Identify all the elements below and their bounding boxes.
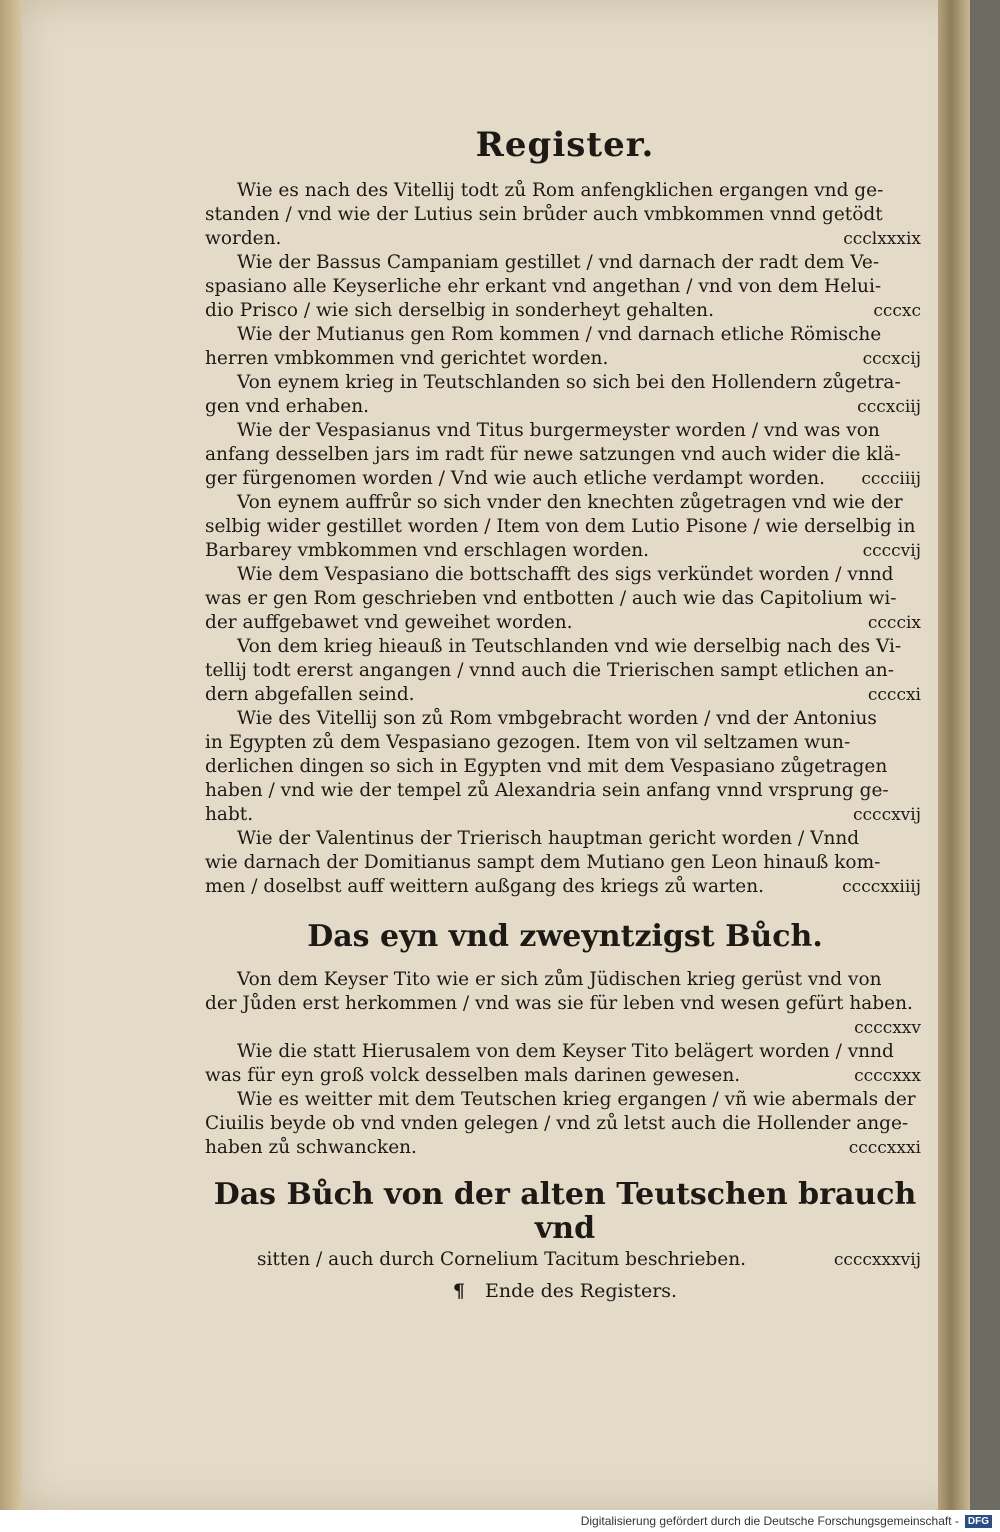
book-heading: Das Bůch von der alten Teutschen brauch vnd [213, 1177, 917, 1246]
entry-last-text: gen vnd erhaben. [205, 396, 369, 417]
entry-folio: ccclxxxix [843, 229, 921, 249]
book-folio: ccccxxxvij [833, 1250, 921, 1270]
entry-line: Wie es weitter mit dem Teutschen krieg ergangen / vñ wie abermals der [237, 1089, 916, 1110]
entry-line: Wie der Valentinus der Trierisch hauptman gericht worden / Vnnd [237, 828, 860, 849]
register-entry [205, 419, 925, 491]
entry-line: der Jůden erst herkommen / vnd was sie für leben vnd wesen gefürt haben. [205, 993, 913, 1014]
entry-folio: ccccxxiiij [842, 877, 921, 897]
entry-last-line [205, 683, 925, 707]
entry-line: Ciuilis beyde ob vnd vnden gelegen / vnd zů letst auch die Hollender ange‑ [205, 1113, 909, 1134]
entry-line: standen / vnd wie der Lutius sein brůder auch vmbkommen vnnd getödt [205, 204, 883, 225]
register-entry [205, 968, 925, 1040]
entry-line: anfang desselben jars im radt für newe satzungen vnd auch wider die klä‑ [205, 444, 901, 465]
entry-last-line [205, 1064, 925, 1088]
entry-line: Wie der Mutianus gen Rom kommen / vnd darnach etliche Römische [237, 324, 882, 345]
pilcrow-mark: ¶ [452, 1280, 465, 1302]
register-entry [205, 1040, 925, 1088]
entry-folio: cccxc [873, 301, 921, 321]
entry-last-text: habt. [205, 804, 254, 825]
entry-line: spasiano alle Keyserliche ehr erkant vnd angethan / vnd von dem Helui‑ [205, 276, 882, 297]
end-text: Ende des Registers. [485, 1280, 678, 1302]
register-entry [205, 491, 925, 563]
entry-line: Von dem krieg hieauß in Teutschlanden vnd wie derselbig nach des Vi‑ [237, 636, 902, 657]
entry-line: wie darnach der Domitianus sampt dem Mutiano gen Leon hinauß kom‑ [205, 852, 881, 873]
section-heading: Das eyn vnd zweyntzigst Bůch. [307, 919, 823, 954]
entry-last-line [205, 347, 925, 371]
register-entries [205, 179, 925, 899]
register-entry [205, 563, 925, 635]
entry-last-text: haben zů schwancken. [205, 1137, 417, 1158]
footer [0, 1510, 1000, 1532]
register-entry [205, 371, 925, 419]
entry-line: tellij todt ererst angangen / vnnd auch die Trierischen sampt etlichen an‑ [205, 660, 894, 681]
register-entry [205, 707, 925, 827]
entry-last-text: dio Prisco / wie sich derselbig in sonderheyt gehalten. [205, 300, 714, 321]
entry-folio: ccccxi [867, 685, 921, 705]
book-line [205, 1248, 925, 1272]
entry-last-line [205, 611, 925, 635]
register-entry [205, 635, 925, 707]
entry-last-line [205, 1016, 925, 1040]
entry-line: Von eynem krieg in Teutschlanden so sich bei den Hollendern zůgetra‑ [237, 372, 901, 393]
entry-line: Von dem Keyser Tito wie er sich zům Jüdischen krieg gerüst vnd von [237, 969, 882, 990]
entry-line: selbig wider gestillet worden / Item von dem Lutio Pisone / wie derselbig in [205, 516, 916, 537]
book-line-text: sitten / auch durch Cornelium Tacitum beschrieben. [257, 1249, 747, 1270]
entry-folio: ccccxxxi [848, 1138, 921, 1158]
entry-line: Wie dem Vespasiano die bottschafft des sigs verkündet worden / vnnd [237, 564, 894, 585]
entry-line: in Egypten zů dem Vespasiano gezogen. Item von vil seltzamen wun‑ [205, 732, 851, 753]
entry-folio: ccccxxx [854, 1066, 921, 1086]
entry-line: Wie es nach des Vitellij todt zů Rom anfengklichen ergangen vnd ge‑ [237, 180, 884, 201]
entry-line: Von eynem auffrůr so sich vnder den knechten zůgetragen vnd wie der [237, 492, 903, 513]
entry-last-line [205, 803, 925, 827]
register-entry [205, 1088, 925, 1160]
page-title: Register. [475, 125, 655, 165]
entry-last-text: Barbarey vmbkommen vnd erschlagen worden. [205, 540, 650, 561]
entry-last-text: herren vmbkommen vnd gerichtet worden. [205, 348, 609, 369]
entry-folio: cccxcij [862, 349, 921, 369]
entry-line: derlichen dingen so sich in Egypten vnd mit dem Vespasiano zůgetragen [205, 756, 888, 777]
entry-last-line [205, 395, 925, 419]
entry-folio: cccxciij [857, 397, 921, 417]
entry-folio: cccciiij [861, 469, 921, 489]
entry-line: Wie die statt Hierusalem von dem Keyser Tito belägert worden / vnnd [237, 1041, 894, 1062]
page-edge-right [938, 0, 970, 1510]
entry-last-line [205, 1136, 925, 1160]
entry-line: haben / vnd wie der tempel zů Alexandria sein anfang vnnd vrsprung ge‑ [205, 780, 889, 801]
section-entries [205, 968, 925, 1160]
entry-folio: ccccxxv [854, 1018, 921, 1038]
entry-last-text: dern abgefallen seind. [205, 684, 415, 705]
entry-line: was er gen Rom geschrieben vnd entbotten / auch wie das Capitolium wi‑ [205, 588, 897, 609]
register-entry [205, 251, 925, 323]
register-entry [205, 323, 925, 371]
entry-last-text: worden. [205, 228, 282, 249]
footer-text: Digitalisierung gefördert durch die Deutsche Forschungsgemeinschaft - [580, 1514, 959, 1528]
entry-last-line [205, 299, 925, 323]
entry-last-line [205, 227, 925, 251]
entry-folio: ccccvij [862, 541, 921, 561]
entry-last-text: men / doselbst auff weittern außgang des kriegs zů warten. [205, 876, 765, 897]
entry-line: Wie des Vitellij son zů Rom vmbgebracht worden / vnd der Antonius [237, 708, 877, 729]
register-entry [205, 827, 925, 899]
dfg-logo: DFG [965, 1515, 992, 1528]
entry-line: Wie der Vespasianus vnd Titus burgermeyster worden / vnd was von [237, 420, 880, 441]
entry-folio: ccccix [867, 613, 921, 633]
entry-last-line [205, 875, 925, 899]
register-text [205, 125, 925, 1302]
entry-line: Wie der Bassus Campaniam gestillet / vnd darnach der radt dem Ve‑ [237, 252, 880, 273]
register-entry [205, 179, 925, 251]
end-of-register [205, 1280, 925, 1302]
entry-last-line [205, 467, 925, 491]
entry-folio: ccccxvij [853, 805, 921, 825]
entry-last-text: der auffgebawet vnd geweihet worden. [205, 612, 573, 633]
entry-last-text: was für eyn groß volck desselben mals darinen gewesen. [205, 1065, 741, 1086]
entry-last-line [205, 539, 925, 563]
entry-last-text: ger fürgenomen worden / Vnd wie auch etliche verdampt worden. [205, 468, 825, 489]
